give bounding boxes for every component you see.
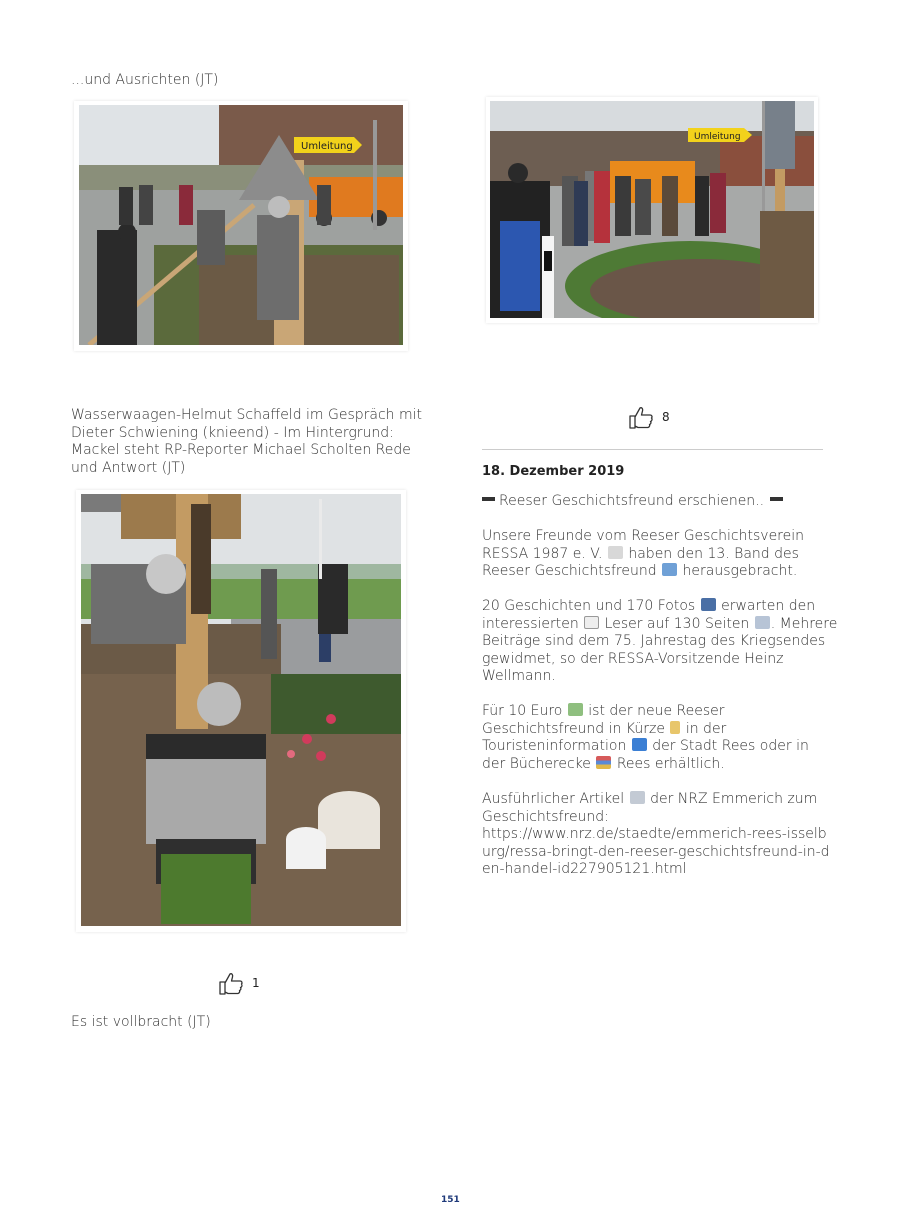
post-headline: Reeser Geschichtsfreund erschienen.. [482, 493, 783, 511]
thumbs-up-icon[interactable] [218, 970, 244, 996]
caption-bottom: Es ist vollbracht (JT) [71, 1014, 211, 1030]
info-icon [632, 738, 647, 751]
eyes-icon [584, 616, 599, 629]
caption-middle: Wasserwaagen-Helmut Schaffeld im Gespräch mit Dieter Schwiening (knieend) - Im Hintergrund: Mackel steht RP-Reporter Michael Scholten Rede und Antwort (JT) [71, 407, 423, 476]
divider [482, 449, 823, 450]
detour-sign-label: Umleitung [694, 132, 741, 142]
photo-group-at-cross[interactable] [490, 101, 814, 318]
goat-icon [608, 546, 623, 559]
paragraph-2: 20 Geschichten und 170 Fotos erwarten den interessierten Leser auf 130 Seiten . Mehrere Beiträge sind dem 75. Jahrestag des Kriegsendes gewidmet, so der RESSA-Vorsitzende Heinz Wellmann. [482, 598, 838, 684]
caption-top: ...und Ausrichten (JT) [71, 72, 219, 88]
page-number: 151 [441, 1195, 460, 1205]
paragraph-1: Unsere Freunde vom Reeser Geschichtsverein RESSA 1987 e. V. haben den 13. Band des Reeser Geschichtsfreund herausgebracht. [482, 528, 804, 579]
pages-icon [755, 616, 770, 629]
photo-cross-alignment[interactable] [79, 105, 403, 345]
post-date: 18. Dezember 2019 [482, 464, 625, 479]
paragraph-3: Für 10 Euro ist der neue Reeser Geschichtsfreund in Kürze in der Touristeninformation der Stadt Rees oder in der Bücherecke Rees erhältlich. [482, 703, 809, 772]
photo-cross-planting[interactable] [81, 494, 401, 926]
like-counter[interactable] [218, 970, 260, 996]
books-icon [596, 756, 611, 769]
dash-icon [482, 497, 495, 501]
paragraph-4: Ausführlicher Artikel der NRZ Emmerich zum Geschichtsfreund: https://www.nrz.de/staedte/emmerich-rees-isselb urg/ressa-bringt-den-reeser-geschichtsfreund-in-d en-handel-id227905121.html [482, 791, 842, 879]
film-frames-icon [701, 598, 716, 611]
like-count: 8 [662, 410, 670, 424]
banknote-icon [568, 703, 583, 716]
article-link[interactable]: https://www.nrz.de/staedte/emmerich-rees-isselb urg/ressa-bringt-den-reeser-geschichtsfreund-in-d en-handel-id227905121.html [482, 826, 830, 877]
like-counter[interactable] [628, 404, 670, 430]
detour-sign-label: Umleitung [301, 141, 353, 152]
like-count: 1 [252, 976, 260, 990]
dash-icon [770, 497, 783, 501]
newspaper-icon [630, 791, 645, 804]
thumbs-up-icon[interactable] [628, 404, 654, 430]
hourglass-icon [670, 721, 680, 734]
book-icon [662, 563, 677, 576]
